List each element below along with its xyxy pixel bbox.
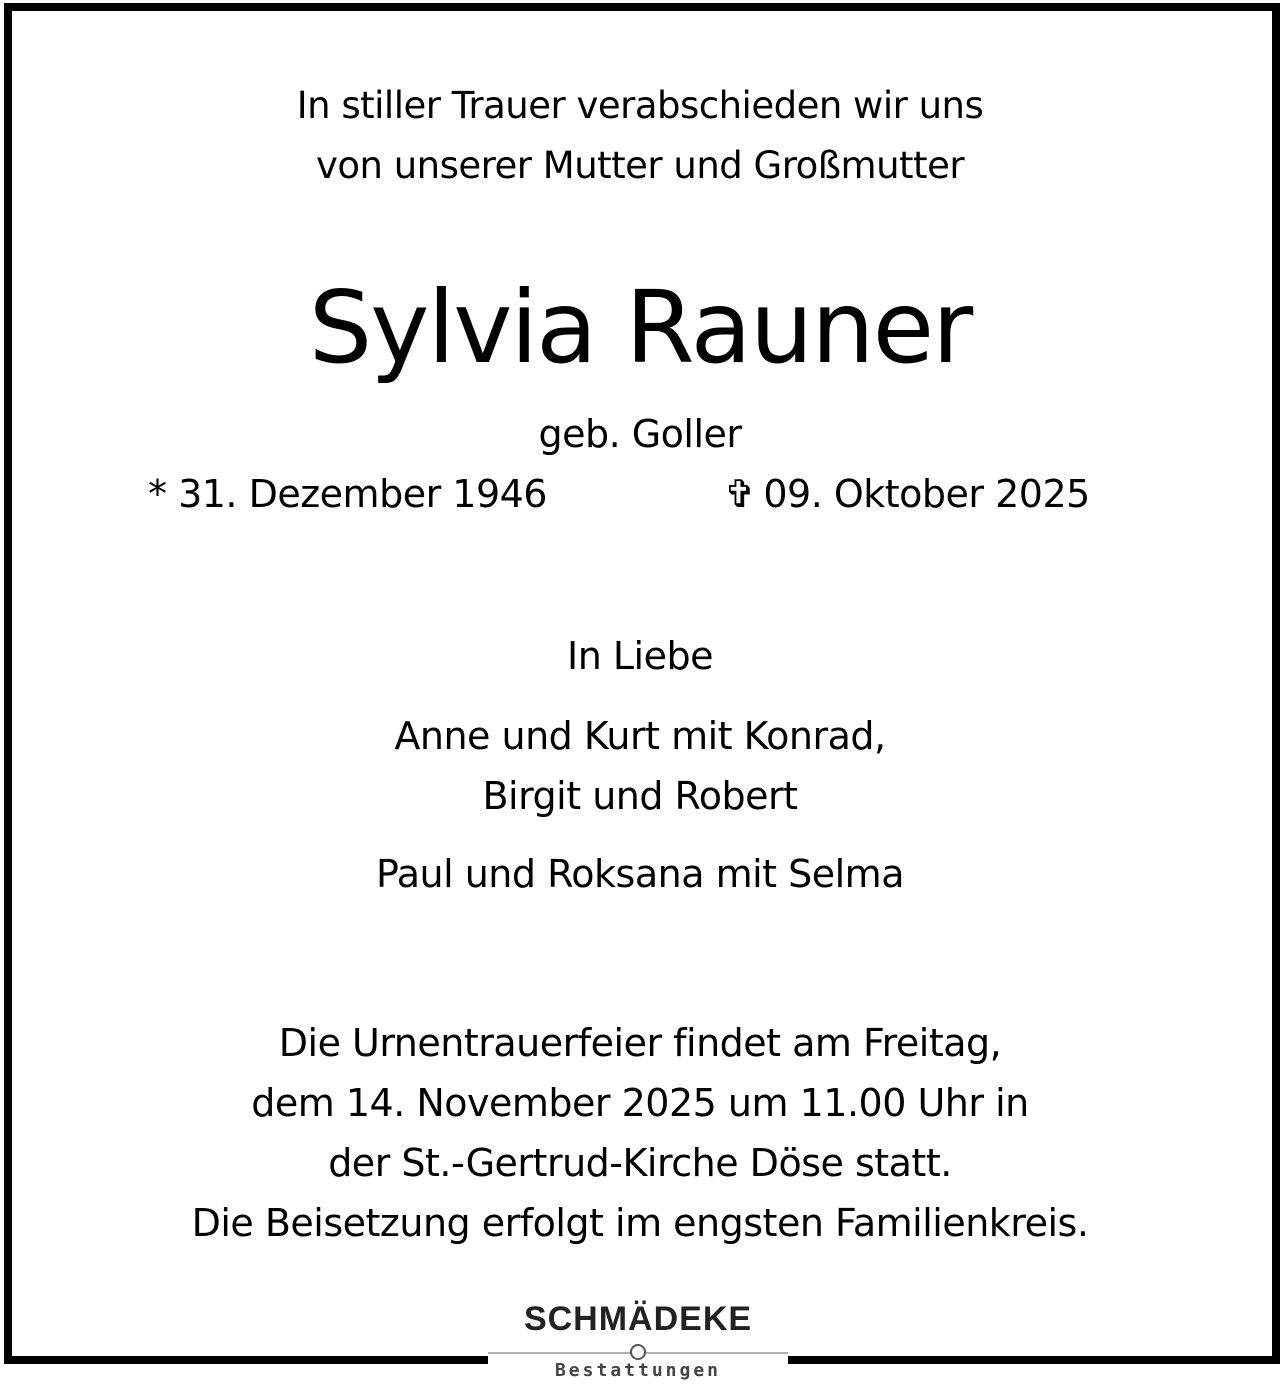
mourners-intro: In Liebe	[567, 634, 713, 678]
service-line-1: Die Urnentrauerfeier findet am Freitag,	[278, 1021, 1002, 1065]
mourners-group-1	[0, 706, 1280, 826]
intro-text	[0, 76, 1280, 196]
mourners-line-3: Paul und Roksana mit Selma	[376, 852, 904, 896]
intro-line-1: In stiller Trauer verabschieden wir uns	[296, 84, 984, 127]
cross-icon: ✞	[724, 472, 756, 516]
birth-date: * 31. Dezember 1946	[148, 472, 547, 516]
maiden-name: geb. Goller	[538, 412, 742, 456]
funeral-home-name: SCHMÄDEKE	[523, 1300, 753, 1338]
service-line-2: dem 14. November 2025 um 11.00 Uhr in	[251, 1081, 1029, 1125]
intro-line-2: von unserer Mutter und Großmutter	[315, 144, 965, 187]
mourners-line-2: Birgit und Robert	[482, 774, 798, 818]
death-date-group	[724, 468, 1090, 520]
funeral-home-subtitle: Bestattungen	[554, 1360, 722, 1381]
deceased-name: Sylvia Rauner	[308, 269, 972, 386]
service-line-4: Die Beisetzung erfolgt im engsten Familienkreis.	[191, 1201, 1089, 1245]
death-date: 09. Oktober 2025	[763, 472, 1090, 516]
mourners-line-1: Anne und Kurt mit Konrad,	[394, 714, 886, 758]
funeral-home-logo	[488, 1290, 788, 1399]
service-info	[0, 1013, 1280, 1253]
logo-ring-icon	[630, 1344, 646, 1360]
service-line-3: der St.-Gertrud-Kirche Döse statt.	[328, 1141, 952, 1185]
